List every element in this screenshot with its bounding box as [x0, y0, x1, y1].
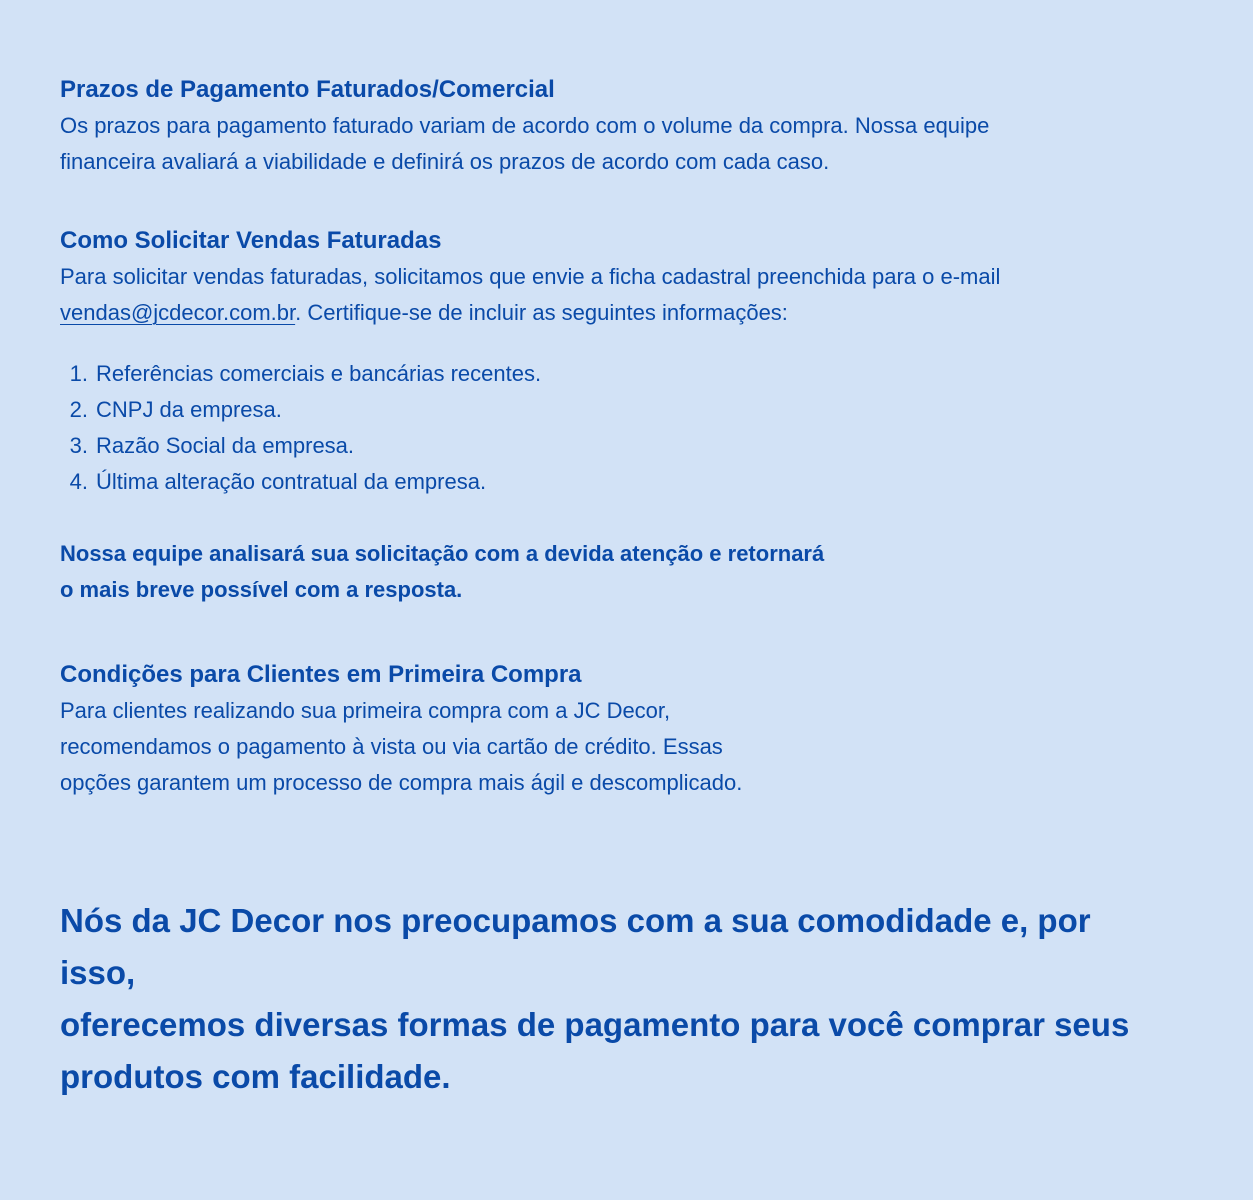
section-heading: Como Solicitar Vendas Faturadas	[60, 227, 442, 254]
paragraph-line: Os prazos para pagamento faturado variam de acordo com o volume da compra. Nossa equipe	[60, 113, 990, 138]
paragraph-line: Para solicitar vendas faturadas, solicitamos que envie a ficha cadastral preenchida para o e-mail	[60, 264, 1001, 289]
team-analysis-note	[60, 536, 1193, 608]
email-link[interactable]: vendas@jcdecor.com.br	[60, 300, 296, 325]
list-item	[60, 428, 1193, 464]
closing-line: produtos com facilidade.	[60, 1058, 451, 1095]
list-item-number: 4.	[69, 469, 88, 494]
section-invoiced-payment-terms	[60, 72, 1193, 180]
note-line: Nossa equipe analisará sua solicitação com a devida atenção e retornará	[60, 541, 825, 566]
paragraph-line-rest: . Certifique-se de incluir as seguintes informações:	[295, 300, 788, 325]
paragraph-line: Para clientes realizando sua primeira compra com a JC Decor,	[60, 698, 671, 723]
section-paragraph	[60, 259, 1193, 331]
paragraph-line	[60, 295, 1193, 331]
note-line: o mais breve possível com a resposta.	[60, 577, 463, 602]
closing-line: Nós da JC Decor nos preocupamos com a sua comodidade e, por isso,	[60, 902, 1091, 991]
paragraph-line: financeira avaliará a viabilidade e definirá os prazos de acordo com cada caso.	[60, 149, 830, 174]
list-item-text: CNPJ da empresa.	[96, 397, 282, 422]
list-item-number: 1.	[69, 361, 88, 386]
section-paragraph	[60, 693, 1193, 801]
section-heading: Prazos de Pagamento Faturados/Comercial	[60, 76, 555, 103]
list-item-text: Referências comerciais e bancárias recentes.	[96, 361, 542, 386]
list-item-text: Razão Social da empresa.	[96, 433, 355, 458]
section-first-purchase-conditions	[60, 657, 1193, 801]
closing-statement	[60, 895, 1160, 1103]
closing-line: oferecemos diversas formas de pagamento para você comprar seus	[60, 1006, 1130, 1043]
section-heading: Condições para Clientes em Primeira Compra	[60, 661, 582, 688]
list-item	[60, 356, 1193, 392]
paragraph-line: opções garantem um processo de compra mais ágil e descomplicado.	[60, 770, 743, 795]
list-item-number: 2.	[69, 397, 88, 422]
list-item	[60, 392, 1193, 428]
requirements-list	[60, 356, 1193, 500]
paragraph-line: recomendamos o pagamento à vista ou via cartão de crédito. Essas	[60, 734, 723, 759]
list-item-number: 3.	[69, 433, 88, 458]
section-request-invoiced-sales	[60, 223, 1193, 608]
list-item	[60, 464, 1193, 500]
list-item-text: Última alteração contratual da empresa.	[96, 469, 487, 494]
section-paragraph	[60, 108, 1193, 180]
